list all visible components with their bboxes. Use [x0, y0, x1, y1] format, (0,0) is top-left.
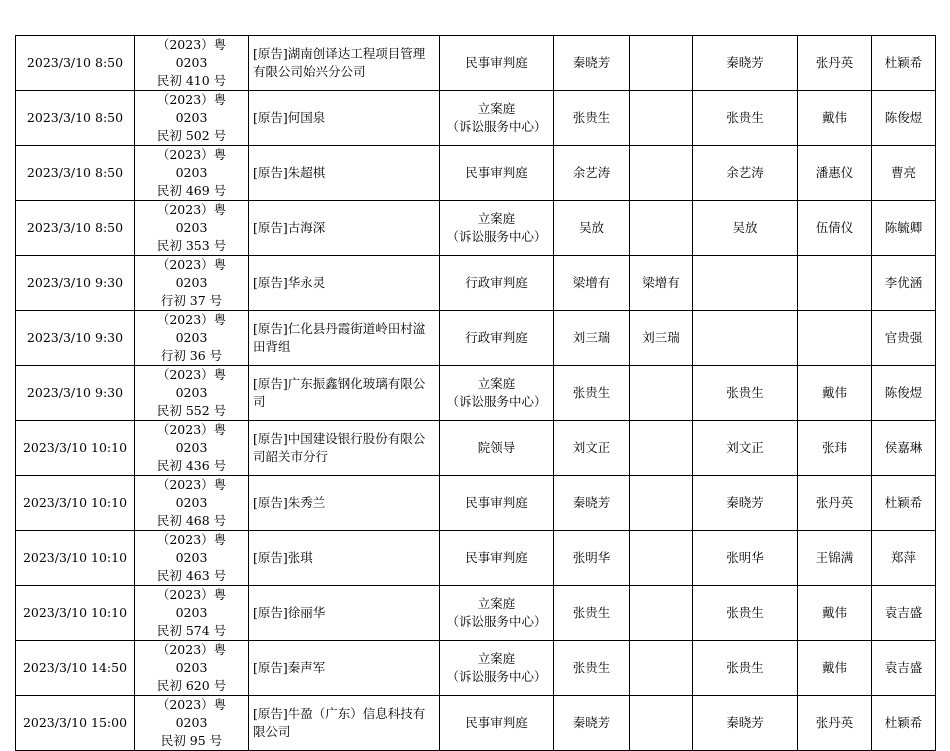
clerk-cell: 陈俊煜	[872, 91, 936, 146]
case-number-cell-line: （2023）粤 0203	[156, 92, 227, 125]
time-cell: 2023/3/10 10:10	[16, 421, 135, 476]
presiding-judge-cell: 张贵生	[554, 586, 630, 641]
undertaking-judge-cell: 张贵生	[693, 366, 798, 421]
case-number-cell-line: （2023）粤 0203	[156, 587, 227, 620]
presiding-judge-cell: 张贵生	[554, 366, 630, 421]
tribunal-cell-line: 立案庭	[477, 596, 516, 611]
tribunal-cell-line: 立案庭	[477, 651, 516, 666]
judge-cell	[630, 91, 693, 146]
tribunal-cell	[440, 36, 554, 91]
clerk-cell: 陈毓卿	[872, 201, 936, 256]
judge-cell	[630, 36, 693, 91]
party-cell: [原告]仁化县丹霞街道岭田村湓田背组	[249, 311, 440, 366]
case-number-cell-line: 民初 468 号	[156, 513, 227, 528]
case-number-cell	[135, 586, 249, 641]
case-number-cell-line: （2023）粤 0203	[156, 642, 227, 675]
tribunal-cell-line: 行政审判庭	[465, 275, 528, 290]
tribunal-cell-line: （诉讼服务中心）	[446, 669, 547, 684]
case-number-cell	[135, 256, 249, 311]
tribunal-cell-line: 民事审判庭	[465, 495, 528, 510]
case-number-cell	[135, 696, 249, 751]
presiding-judge-cell: 梁增有	[554, 256, 630, 311]
assistant-cell: 张丹英	[798, 696, 872, 751]
party-cell: [原告]朱超棋	[249, 146, 440, 201]
judge-cell	[630, 476, 693, 531]
undertaking-judge-cell	[693, 256, 798, 311]
tribunal-cell-line: 行政审判庭	[465, 330, 528, 345]
clerk-cell: 陈俊煜	[872, 366, 936, 421]
undertaking-judge-cell: 张贵生	[693, 641, 798, 696]
presiding-judge-cell: 吴放	[554, 201, 630, 256]
party-cell: [原告]湖南创译达工程项目管理有限公司始兴分公司	[249, 36, 440, 91]
clerk-cell: 郑萍	[872, 531, 936, 586]
time-cell: 2023/3/10 8:50	[16, 146, 135, 201]
table-row	[16, 146, 936, 201]
judge-cell	[630, 146, 693, 201]
time-cell: 2023/3/10 9:30	[16, 311, 135, 366]
case-number-cell	[135, 36, 249, 91]
case-number-cell	[135, 476, 249, 531]
assistant-cell	[798, 311, 872, 366]
assistant-cell: 张丹英	[798, 36, 872, 91]
tribunal-cell	[440, 366, 554, 421]
tribunal-cell-line: （诉讼服务中心）	[446, 229, 547, 244]
case-number-cell-line: 行初 36 号	[160, 348, 223, 363]
party-cell: [原告]华永灵	[249, 256, 440, 311]
table-row	[16, 91, 936, 146]
party-cell: [原告]徐丽华	[249, 586, 440, 641]
tribunal-cell	[440, 201, 554, 256]
party-cell: [原告]中国建设银行股份有限公司韶关市分行	[249, 421, 440, 476]
undertaking-judge-cell: 吴放	[693, 201, 798, 256]
tribunal-cell	[440, 531, 554, 586]
case-number-cell-line: （2023）粤 0203	[156, 422, 227, 455]
party-cell: [原告]秦声军	[249, 641, 440, 696]
assistant-cell: 戴伟	[798, 641, 872, 696]
table-row	[16, 476, 936, 531]
assistant-cell: 张玮	[798, 421, 872, 476]
presiding-judge-cell: 张贵生	[554, 641, 630, 696]
case-number-cell-line: （2023）粤 0203	[156, 147, 227, 180]
case-number-cell	[135, 531, 249, 586]
tribunal-cell	[440, 586, 554, 641]
schedule-rows	[16, 36, 936, 751]
judge-cell	[630, 696, 693, 751]
presiding-judge-cell: 秦晓芳	[554, 476, 630, 531]
judge-cell	[630, 366, 693, 421]
table-row	[16, 696, 936, 751]
case-number-cell-line: 民初 95 号	[160, 733, 223, 748]
tribunal-cell-line: （诉讼服务中心）	[446, 614, 547, 629]
case-number-cell-line: （2023）粤 0203	[156, 257, 227, 290]
undertaking-judge-cell: 张贵生	[693, 91, 798, 146]
clerk-cell: 官贵强	[872, 311, 936, 366]
undertaking-judge-cell: 张贵生	[693, 586, 798, 641]
assistant-cell: 戴伟	[798, 586, 872, 641]
case-number-cell-line: 行初 37 号	[160, 293, 223, 308]
table-row	[16, 311, 936, 366]
tribunal-cell-line: （诉讼服务中心）	[446, 394, 547, 409]
time-cell: 2023/3/10 8:50	[16, 201, 135, 256]
tribunal-cell-line: 民事审判庭	[465, 715, 528, 730]
time-cell: 2023/3/10 9:30	[16, 366, 135, 421]
case-number-cell	[135, 201, 249, 256]
presiding-judge-cell: 秦晓芳	[554, 36, 630, 91]
tribunal-cell-line: 立案庭	[477, 101, 516, 116]
clerk-cell: 杜颖希	[872, 696, 936, 751]
table-row	[16, 36, 936, 91]
tribunal-cell-line: 民事审判庭	[465, 165, 528, 180]
case-number-cell	[135, 366, 249, 421]
tribunal-cell-line: 民事审判庭	[465, 55, 528, 70]
tribunal-cell	[440, 311, 554, 366]
party-cell: [原告]广东振鑫钢化玻璃有限公司	[249, 366, 440, 421]
undertaking-judge-cell	[693, 311, 798, 366]
table-row	[16, 366, 936, 421]
party-cell: [原告]朱秀兰	[249, 476, 440, 531]
time-cell: 2023/3/10 8:50	[16, 91, 135, 146]
assistant-cell: 王锦满	[798, 531, 872, 586]
case-number-cell-line: 民初 620 号	[156, 678, 227, 693]
party-cell: [原告]牛盈（广东）信息科技有限公司	[249, 696, 440, 751]
assistant-cell	[798, 256, 872, 311]
undertaking-judge-cell: 余艺涛	[693, 146, 798, 201]
tribunal-cell-line: 民事审判庭	[465, 550, 528, 565]
table-row	[16, 201, 936, 256]
tribunal-cell-line: 院领导	[477, 440, 516, 455]
case-number-cell	[135, 91, 249, 146]
judge-cell	[630, 201, 693, 256]
table-row	[16, 531, 936, 586]
case-number-cell	[135, 641, 249, 696]
case-number-cell-line: 民初 410 号	[156, 73, 227, 88]
assistant-cell: 潘惠仪	[798, 146, 872, 201]
undertaking-judge-cell: 秦晓芳	[693, 476, 798, 531]
time-cell: 2023/3/10 8:50	[16, 36, 135, 91]
clerk-cell: 李优涵	[872, 256, 936, 311]
presiding-judge-cell: 张贵生	[554, 91, 630, 146]
table-row	[16, 421, 936, 476]
presiding-judge-cell: 秦晓芳	[554, 696, 630, 751]
tribunal-cell	[440, 91, 554, 146]
time-cell: 2023/3/10 10:10	[16, 531, 135, 586]
assistant-cell: 戴伟	[798, 366, 872, 421]
clerk-cell: 杜颖希	[872, 476, 936, 531]
assistant-cell: 张丹英	[798, 476, 872, 531]
clerk-cell: 袁吉盛	[872, 586, 936, 641]
case-number-cell-line: 民初 469 号	[156, 183, 227, 198]
judge-cell	[630, 531, 693, 586]
tribunal-cell	[440, 476, 554, 531]
party-cell: [原告]张琪	[249, 531, 440, 586]
presiding-judge-cell: 张明华	[554, 531, 630, 586]
time-cell: 2023/3/10 10:10	[16, 586, 135, 641]
assistant-cell: 伍倩仪	[798, 201, 872, 256]
judge-cell	[630, 421, 693, 476]
tribunal-cell-line: （诉讼服务中心）	[446, 119, 547, 134]
table-row	[16, 586, 936, 641]
time-cell: 2023/3/10 15:00	[16, 696, 135, 751]
presiding-judge-cell: 刘三瑞	[554, 311, 630, 366]
case-number-cell-line: （2023）粤 0203	[156, 367, 227, 400]
case-number-cell-line: 民初 574 号	[156, 623, 227, 638]
case-number-cell-line: 民初 353 号	[156, 238, 227, 253]
tribunal-cell-line: 立案庭	[477, 211, 516, 226]
tribunal-cell	[440, 641, 554, 696]
case-number-cell-line: 民初 436 号	[156, 458, 227, 473]
case-number-cell-line: （2023）粤 0203	[156, 37, 227, 70]
time-cell: 2023/3/10 14:50	[16, 641, 135, 696]
time-cell: 2023/3/10 10:10	[16, 476, 135, 531]
case-number-cell-line: 民初 463 号	[156, 568, 227, 583]
clerk-cell: 侯嘉琳	[872, 421, 936, 476]
undertaking-judge-cell: 秦晓芳	[693, 36, 798, 91]
party-cell: [原告]古海深	[249, 201, 440, 256]
undertaking-judge-cell: 刘文正	[693, 421, 798, 476]
party-cell: [原告]何国泉	[249, 91, 440, 146]
case-number-cell-line: （2023）粤 0203	[156, 532, 227, 565]
undertaking-judge-cell: 张明华	[693, 531, 798, 586]
case-number-cell-line: 民初 552 号	[156, 403, 227, 418]
case-number-cell-line: （2023）粤 0203	[156, 697, 227, 730]
presiding-judge-cell: 刘文正	[554, 421, 630, 476]
table-row	[16, 641, 936, 696]
judge-cell	[630, 641, 693, 696]
clerk-cell: 袁吉盛	[872, 641, 936, 696]
presiding-judge-cell: 余艺涛	[554, 146, 630, 201]
case-number-cell-line: （2023）粤 0203	[156, 312, 227, 345]
case-number-cell	[135, 146, 249, 201]
judge-cell	[630, 586, 693, 641]
tribunal-cell-line: 立案庭	[477, 376, 516, 391]
clerk-cell: 曹亮	[872, 146, 936, 201]
judge-cell: 梁增有	[630, 256, 693, 311]
case-number-cell	[135, 421, 249, 476]
case-number-cell	[135, 311, 249, 366]
tribunal-cell	[440, 421, 554, 476]
tribunal-cell	[440, 256, 554, 311]
court-schedule-table	[15, 35, 936, 751]
case-number-cell-line: 民初 502 号	[156, 128, 227, 143]
undertaking-judge-cell: 秦晓芳	[693, 696, 798, 751]
assistant-cell: 戴伟	[798, 91, 872, 146]
time-cell: 2023/3/10 9:30	[16, 256, 135, 311]
tribunal-cell	[440, 696, 554, 751]
tribunal-cell	[440, 146, 554, 201]
case-number-cell-line: （2023）粤 0203	[156, 477, 227, 510]
clerk-cell: 杜颖希	[872, 36, 936, 91]
table-row	[16, 256, 936, 311]
case-number-cell-line: （2023）粤 0203	[156, 202, 227, 235]
judge-cell: 刘三瑞	[630, 311, 693, 366]
